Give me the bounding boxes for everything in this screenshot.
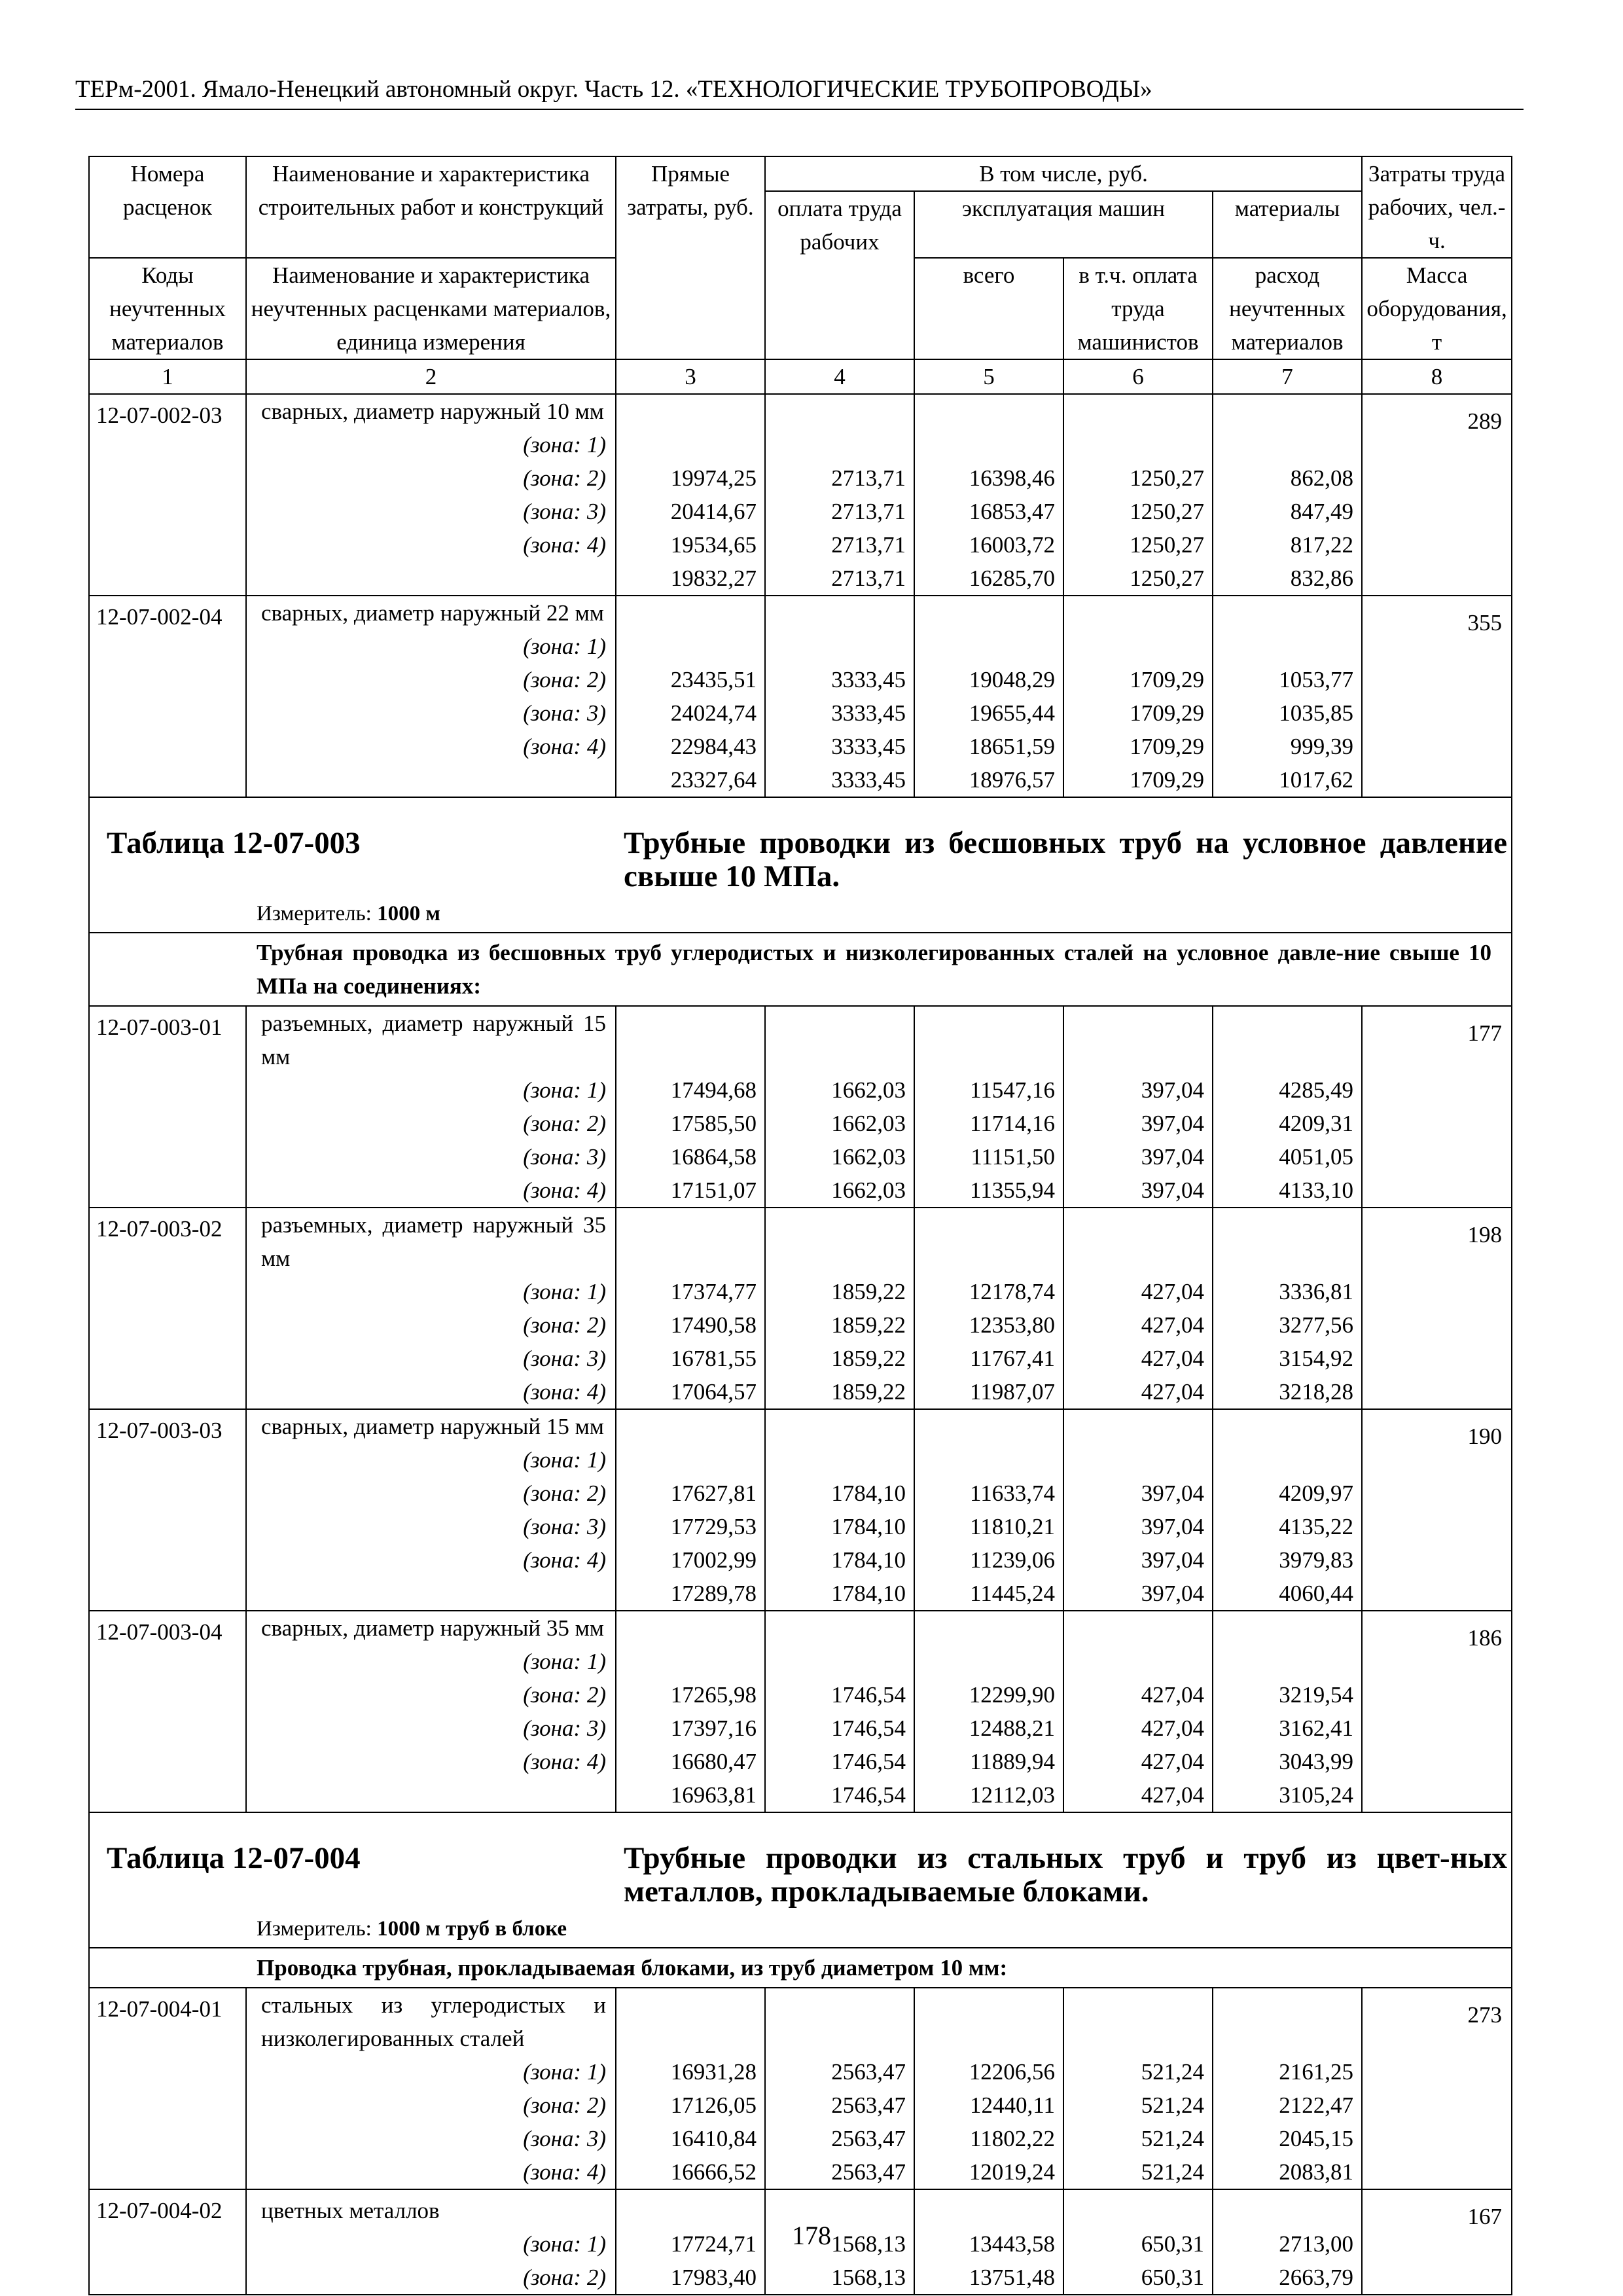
cost-value: 397,04 [1141, 1514, 1204, 1539]
zone-label: (зона: 1) [523, 1077, 606, 1103]
column-number: 7 [1213, 359, 1362, 394]
rate-code: 12-07-002-04 [89, 596, 246, 797]
cost-value: 11810,21 [970, 1514, 1055, 1539]
rate-code: 12-07-004-02 [89, 2189, 246, 2295]
zone-label: (зона: 3) [523, 700, 606, 726]
table-measure [257, 897, 440, 931]
zone-label: (зона: 4) [523, 532, 606, 558]
cost-value: 19655,44 [969, 700, 1055, 726]
cost-value: 2563,47 [831, 2126, 906, 2151]
cost-value: 1859,22 [831, 1312, 906, 1338]
table-name: Трубные проводки из бесшовных труб на условное давление свыше 10 МПа. [624, 826, 1507, 893]
header-material-names: Наименование и характеристика неучтенных расценками материалов, единица измерения [246, 258, 616, 359]
cost-value: 1709,29 [1130, 734, 1204, 759]
labor-cost-value: 198 [1362, 1208, 1512, 1409]
cost-value: 23435,51 [670, 667, 757, 692]
cost-value: 17724,71 [670, 2231, 757, 2257]
cost-value: 18651,59 [969, 734, 1055, 759]
zone-label: (зона: 2) [523, 465, 606, 491]
cost-value: 1859,22 [831, 1346, 906, 1371]
header-rate-numbers: Номера расценок [89, 156, 246, 258]
table-name: Трубные проводки из стальных труб и труб из цвет-ных металлов, прокладываемые блоками. [624, 1841, 1507, 1909]
zone-label: (зона: 1) [523, 432, 606, 457]
zone-label: (зона: 3) [523, 1346, 606, 1371]
labor-cost-value: 177 [1362, 1006, 1512, 1208]
cost-value: 3277,56 [1279, 1312, 1354, 1338]
cost-value: 17729,53 [670, 1514, 757, 1539]
cost-value: 12019,24 [969, 2159, 1055, 2185]
zone-label: (зона: 1) [523, 1279, 606, 1304]
cost-value: 11633,74 [970, 1480, 1055, 1506]
rate-row [89, 394, 1512, 596]
cost-value: 427,04 [1141, 1379, 1204, 1405]
cost-value: 3162,41 [1279, 1715, 1354, 1741]
cost-value: 4209,31 [1279, 1111, 1354, 1136]
cost-value: 650,31 [1141, 2265, 1204, 2290]
cost-value: 17064,57 [670, 1379, 757, 1405]
column-number: 2 [246, 359, 616, 394]
rate-row [89, 1409, 1512, 1611]
zone-label: (зона: 4) [523, 1379, 606, 1405]
cost-value: 17627,81 [670, 1480, 757, 1506]
cost-value: 2713,71 [831, 532, 906, 558]
cost-value: 18976,57 [969, 767, 1055, 793]
measure-label: Измеритель: [257, 902, 372, 925]
labor-cost-value: 190 [1362, 1409, 1512, 1611]
cost-value: 427,04 [1141, 1279, 1204, 1304]
cost-value: 1784,10 [831, 1514, 906, 1539]
cost-value: 427,04 [1141, 1715, 1204, 1741]
table-label: Таблица 12-07-003 [107, 826, 361, 860]
page-number: 178 [792, 2221, 831, 2250]
rate-row [89, 1988, 1512, 2189]
zone-label: (зона: 2) [523, 1111, 606, 1136]
cost-value: 3333,45 [831, 767, 906, 793]
cost-value: 650,31 [1141, 2231, 1204, 2257]
header-material-codes: Коды неучтенных материалов [89, 258, 246, 359]
cost-value: 2563,47 [831, 2092, 906, 2118]
cost-value: 1709,29 [1130, 667, 1204, 692]
cost-value: 12178,74 [969, 1279, 1055, 1304]
cost-value: 16410,84 [670, 2126, 757, 2151]
zone-label: (зона: 2) [523, 1312, 606, 1338]
cost-value: 11802,22 [970, 2126, 1055, 2151]
labor-cost-value: 289 [1362, 394, 1512, 596]
cost-value: 817,22 [1290, 532, 1354, 558]
cost-value: 17002,99 [670, 1547, 757, 1573]
cost-value: 397,04 [1141, 1547, 1204, 1573]
cost-value: 17585,50 [670, 1111, 757, 1136]
cost-value: 427,04 [1141, 1346, 1204, 1371]
cost-value: 1662,03 [831, 1111, 906, 1136]
cost-value: 1662,03 [831, 1177, 906, 1203]
zone-label: (зона: 4) [523, 1749, 606, 1774]
cost-value: 1859,22 [831, 1279, 906, 1304]
cost-value: 16680,47 [670, 1749, 757, 1774]
cost-value: 2713,00 [1279, 2231, 1354, 2257]
cost-value: 16963,81 [670, 1782, 757, 1808]
cost-value: 19832,27 [670, 565, 757, 591]
cost-value: 3043,99 [1279, 1749, 1354, 1774]
cost-value: 1784,10 [831, 1547, 906, 1573]
cost-value: 847,49 [1290, 499, 1354, 524]
header-materials: материалы [1213, 191, 1362, 258]
rate-code: 12-07-003-04 [89, 1611, 246, 1812]
table-label: Таблица 12-07-004 [107, 1841, 361, 1875]
measure-label: Измеритель: [257, 1917, 372, 1941]
cost-value: 999,39 [1290, 734, 1354, 759]
zone-label: (зона: 3) [523, 1144, 606, 1170]
cost-value: 1662,03 [831, 1144, 906, 1170]
cost-value: 3336,81 [1279, 1279, 1354, 1304]
cost-value: 11355,94 [970, 1177, 1055, 1203]
cost-value: 16853,47 [969, 499, 1055, 524]
zone-label: (зона: 3) [523, 1715, 606, 1741]
cost-value: 16398,46 [969, 465, 1055, 491]
cost-value: 16781,55 [670, 1346, 757, 1371]
cost-value: 1250,27 [1130, 565, 1204, 591]
cost-value: 19974,25 [670, 465, 757, 491]
cost-value: 427,04 [1141, 1312, 1204, 1338]
cost-value: 4051,05 [1279, 1144, 1354, 1170]
zone-label: (зона: 2) [523, 1480, 606, 1506]
price-table [88, 156, 1512, 2295]
header-work-name: Наименование и характеристика строительных работ и конструкций [246, 156, 616, 258]
cost-value: 11547,16 [970, 1077, 1055, 1103]
cost-value: 1017,62 [1279, 767, 1354, 793]
rate-code: 12-07-002-03 [89, 394, 246, 596]
cost-value: 1568,13 [831, 2231, 906, 2257]
zone-label: (зона: 1) [523, 1649, 606, 1674]
cost-value: 3979,83 [1279, 1547, 1354, 1573]
cost-value: 4060,44 [1279, 1581, 1354, 1606]
cost-value: 397,04 [1141, 1177, 1204, 1203]
cost-value: 12488,21 [969, 1715, 1055, 1741]
cost-value: 11987,07 [970, 1379, 1055, 1405]
cost-value: 12206,56 [969, 2059, 1055, 2085]
cost-value: 19048,29 [969, 667, 1055, 692]
rate-name: сварных, диаметр наружный 15 мм [261, 1414, 604, 1439]
cost-value: 16285,70 [969, 565, 1055, 591]
cost-value: 4135,22 [1279, 1514, 1354, 1539]
zone-label: (зона: 3) [523, 1514, 606, 1539]
cost-value: 1746,54 [831, 1749, 906, 1774]
cost-value: 862,08 [1290, 465, 1354, 491]
cost-value: 521,24 [1141, 2126, 1204, 2151]
column-number: 6 [1063, 359, 1213, 394]
rate-code: 12-07-003-01 [89, 1006, 246, 1208]
cost-value: 2713,71 [831, 465, 906, 491]
cost-value: 17983,40 [670, 2265, 757, 2290]
cost-value: 16931,28 [670, 2059, 757, 2085]
cost-value: 397,04 [1141, 1077, 1204, 1103]
zone-label: (зона: 4) [523, 734, 606, 759]
zone-label: (зона: 1) [523, 2059, 606, 2085]
header-in-total: В том числе, руб. [765, 156, 1362, 191]
cost-value: 11767,41 [970, 1346, 1055, 1371]
zone-label: (зона: 1) [523, 1447, 606, 1473]
column-number: 4 [765, 359, 914, 394]
cost-value: 427,04 [1141, 1749, 1204, 1774]
cost-value: 2713,71 [831, 565, 906, 591]
cost-value: 12112,03 [970, 1782, 1055, 1808]
cost-value: 1250,27 [1130, 465, 1204, 491]
header-operator-pay: в т.ч. оплата труда машинистов [1063, 258, 1213, 359]
header-direct-costs: Прямые затраты, руб. [616, 156, 765, 359]
cost-value: 1784,10 [831, 1581, 906, 1606]
cost-value: 3333,45 [831, 734, 906, 759]
cost-value: 17265,98 [670, 1682, 757, 1708]
cost-value: 397,04 [1141, 1111, 1204, 1136]
cost-value: 2563,47 [831, 2059, 906, 2085]
header-machines-total: всего [914, 258, 1063, 359]
cost-value: 3218,28 [1279, 1379, 1354, 1405]
rate-code: 12-07-003-03 [89, 1409, 246, 1611]
cost-value: 12299,90 [969, 1682, 1055, 1708]
rate-name: разъемных, диаметр наружный 35 мм [261, 1212, 606, 1271]
cost-value: 11445,24 [970, 1581, 1055, 1606]
cost-value: 11239,06 [970, 1547, 1055, 1573]
rate-name: сварных, диаметр наружный 10 мм [261, 399, 604, 424]
rate-name: стальных из углеродистых и низколегированных сталей [261, 1992, 606, 2051]
table-measure [257, 1912, 567, 1946]
zone-label: (зона: 2) [523, 2092, 606, 2118]
table-title-row [89, 1812, 1512, 1948]
cost-value: 397,04 [1141, 1144, 1204, 1170]
cost-value: 1250,27 [1130, 499, 1204, 524]
labor-cost-value: 273 [1362, 1988, 1512, 2189]
column-number: 8 [1362, 359, 1512, 394]
cost-value: 16666,52 [670, 2159, 757, 2185]
cost-value: 3333,45 [831, 667, 906, 692]
rate-name: сварных, диаметр наружный 22 мм [261, 600, 604, 626]
cost-value: 11889,94 [970, 1749, 1055, 1774]
cost-value: 2083,81 [1279, 2159, 1354, 2185]
cost-value: 17151,07 [670, 1177, 757, 1203]
cost-value: 4133,10 [1279, 1177, 1354, 1203]
cost-value: 17374,77 [670, 1279, 757, 1304]
rate-code: 12-07-003-02 [89, 1208, 246, 1409]
cost-value: 1709,29 [1130, 700, 1204, 726]
rate-name: разъемных, диаметр наружный 15 мм [261, 1011, 606, 1069]
cost-value: 1859,22 [831, 1379, 906, 1405]
cost-value: 2122,47 [1279, 2092, 1354, 2118]
rate-row [89, 1611, 1512, 1812]
zone-label: (зона: 1) [523, 2231, 606, 2257]
cost-value: 1568,13 [831, 2265, 906, 2290]
cost-value: 1053,77 [1279, 667, 1354, 692]
zone-label: (зона: 2) [523, 667, 606, 692]
measure-value: 1000 м труб в блоке [377, 1917, 567, 1941]
cost-value: 1746,54 [831, 1782, 906, 1808]
column-number: 3 [616, 359, 765, 394]
table-title-row [89, 797, 1512, 933]
cost-value: 22984,43 [670, 734, 757, 759]
cost-value: 3105,24 [1279, 1782, 1354, 1808]
rate-row [89, 1006, 1512, 1208]
cost-value: 17494,68 [670, 1077, 757, 1103]
section-heading-row [89, 933, 1512, 1006]
zone-label: (зона: 2) [523, 1682, 606, 1708]
cost-value: 4209,97 [1279, 1480, 1354, 1506]
cost-value: 11714,16 [970, 1111, 1055, 1136]
zone-label: (зона: 1) [523, 634, 606, 659]
labor-cost-value: 355 [1362, 596, 1512, 797]
cost-value: 13751,48 [969, 2265, 1055, 2290]
cost-value: 521,24 [1141, 2059, 1204, 2085]
section-heading-row [89, 1948, 1512, 1988]
cost-value: 11151,50 [971, 1144, 1055, 1170]
header-equipment-mass: Масса оборудования, т [1362, 258, 1512, 359]
cost-value: 13443,58 [969, 2231, 1055, 2257]
cost-value: 1035,85 [1279, 700, 1354, 726]
cost-value: 3154,92 [1279, 1346, 1354, 1371]
labor-cost-value: 186 [1362, 1611, 1512, 1812]
cost-value: 2713,71 [831, 499, 906, 524]
section-heading: Проводка трубная, прокладываемая блоками, из труб диаметром 10 мм: [89, 1948, 1512, 1988]
cost-value: 1784,10 [831, 1480, 906, 1506]
cost-value: 1662,03 [831, 1077, 906, 1103]
page-header: ТЕРм-2001. Ямало-Ненецкий автономный округ. Часть 12. «ТЕХНОЛОГИЧЕСКИЕ ТРУБОПРОВОДЫ» [75, 73, 1524, 110]
rate-code: 12-07-004-01 [89, 1988, 246, 2189]
cost-value: 3219,54 [1279, 1682, 1354, 1708]
measure-value: 1000 м [377, 902, 440, 925]
cost-value: 521,24 [1141, 2159, 1204, 2185]
column-number: 1 [89, 359, 246, 394]
cost-value: 4285,49 [1279, 1077, 1354, 1103]
header-machines: эксплуатация машин [914, 191, 1213, 258]
cost-value: 397,04 [1141, 1480, 1204, 1506]
cost-value: 1709,29 [1130, 767, 1204, 793]
rate-row [89, 596, 1512, 797]
cost-value: 16864,58 [670, 1144, 757, 1170]
header-labor-costs: Затраты труда рабочих, чел.-ч. [1362, 156, 1512, 258]
column-number: 5 [914, 359, 1063, 394]
cost-value: 16003,72 [969, 532, 1055, 558]
section-heading: Трубная проводка из бесшовных труб углеродистых и низколегированных сталей на условное давле-ние свыше 10 МПа на соединениях: [89, 933, 1512, 1006]
zone-label: (зона: 3) [523, 2126, 606, 2151]
cost-value: 17490,58 [670, 1312, 757, 1338]
cost-value: 17397,16 [670, 1715, 757, 1741]
cost-value: 12353,80 [969, 1312, 1055, 1338]
labor-cost-value: 167 [1362, 2189, 1512, 2295]
cost-value: 17289,78 [670, 1581, 757, 1606]
cost-value: 397,04 [1141, 1581, 1204, 1606]
cost-value: 1250,27 [1130, 532, 1204, 558]
cost-value: 3333,45 [831, 700, 906, 726]
zone-label: (зона: 2) [523, 2265, 606, 2290]
cost-value: 12440,11 [970, 2092, 1055, 2118]
zone-label: (зона: 3) [523, 499, 606, 524]
rate-name: сварных, диаметр наружный 35 мм [261, 1615, 604, 1641]
rate-name: цветных металлов [261, 2198, 440, 2223]
cost-value: 2663,79 [1279, 2265, 1354, 2290]
cost-value: 20414,67 [670, 499, 757, 524]
header-material-usage: расход неучтенных материалов [1213, 258, 1362, 359]
zone-label: (зона: 4) [523, 1547, 606, 1573]
cost-value: 17126,05 [670, 2092, 757, 2118]
cost-value: 521,24 [1141, 2092, 1204, 2118]
header-worker-pay: оплата труда рабочих [765, 191, 914, 359]
cost-value: 427,04 [1141, 1782, 1204, 1808]
cost-value: 2563,47 [831, 2159, 906, 2185]
cost-value: 19534,65 [670, 532, 757, 558]
cost-value: 832,86 [1290, 565, 1354, 591]
cost-value: 24024,74 [670, 700, 757, 726]
cost-value: 23327,64 [670, 767, 757, 793]
cost-value: 2161,25 [1279, 2059, 1354, 2085]
cost-value: 2045,15 [1279, 2126, 1354, 2151]
cost-value: 1746,54 [831, 1715, 906, 1741]
cost-value: 427,04 [1141, 1682, 1204, 1708]
zone-label: (зона: 4) [523, 2159, 606, 2185]
cost-value: 1746,54 [831, 1682, 906, 1708]
rate-row [89, 1208, 1512, 1409]
zone-label: (зона: 4) [523, 1177, 606, 1203]
